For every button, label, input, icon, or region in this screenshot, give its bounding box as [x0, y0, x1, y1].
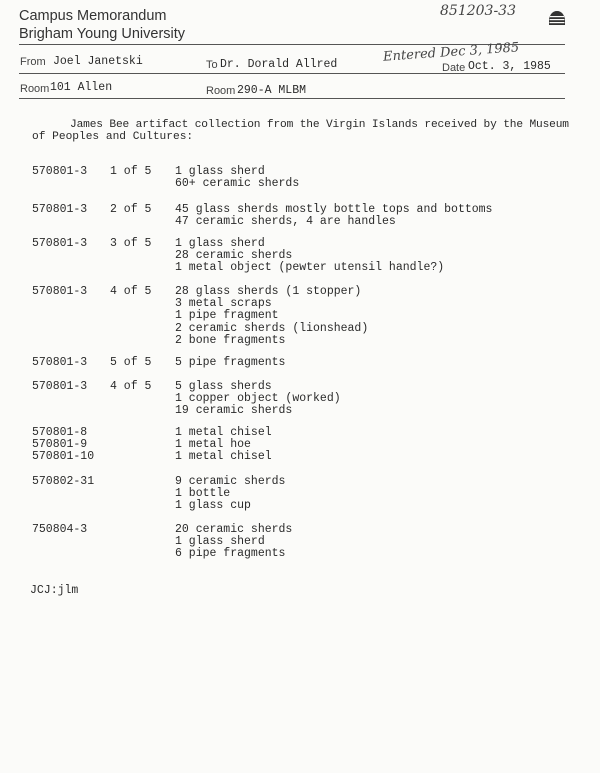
description-line: 1 glass sherd: [175, 535, 265, 549]
description-line: 1 copper object (worked): [175, 392, 341, 406]
description-line: 2 bone fragments: [175, 333, 286, 347]
room-to-value: 290-A MLBM: [237, 84, 307, 97]
artifact-description: [175, 524, 292, 561]
room-from-value: 101 Allen: [50, 81, 113, 94]
date-value: Oct. 3, 1985: [468, 60, 551, 73]
catalog-number: 570801-3: [32, 237, 88, 250]
part-number: 2 of 5: [110, 203, 152, 216]
catalog-number: 570801-10: [32, 450, 95, 464]
catalog-number: 570801-9: [32, 438, 88, 452]
description-line: 2 ceramic sherds (lionshead): [175, 321, 369, 335]
description-line: 45 glass sherds mostly bottle tops and bottoms: [175, 203, 493, 216]
description-line: 1 metal object (pewter utensil handle?): [175, 261, 445, 275]
handwritten-entered-note: Entered Dec 3, 1985: [382, 40, 520, 65]
part-number: 5 of 5: [110, 356, 152, 369]
part-number: 3 of 5: [110, 237, 152, 250]
catalog-number-column: [32, 238, 87, 250]
description-line: 1 metal chisel: [175, 426, 272, 439]
catalog-number: 570801-3: [32, 356, 88, 369]
description-line: 1 pipe fragment: [175, 309, 279, 323]
description-line: 1 metal chisel: [175, 450, 272, 464]
artifact-description: [175, 286, 368, 347]
artifact-description: [175, 427, 272, 464]
date-label: Date: [442, 62, 466, 74]
catalog-number: 570801-3: [32, 380, 88, 393]
byu-logo-icon: [548, 10, 566, 26]
description-line: 1 glass sherd: [175, 237, 265, 250]
from-label: From: [20, 56, 46, 68]
part-number: 4 of 5: [110, 380, 152, 393]
description-line: 3 metal scraps: [175, 297, 272, 311]
description-line: 28 ceramic sherds: [175, 249, 293, 263]
catalog-number-column: [32, 204, 87, 216]
catalog-number-column: [32, 166, 87, 178]
description-line: 5 pipe fragments: [175, 356, 286, 369]
memo-title: Campus Memorandum: [19, 8, 167, 24]
room-to-label: Room: [206, 85, 236, 97]
to-value: Dr. Dorald Allred: [220, 58, 338, 71]
intro-line-2: of Peoples and Cultures:: [32, 131, 194, 143]
institution-name: Brigham Young University: [19, 26, 186, 42]
from-value: Joel Janetski: [53, 55, 143, 68]
catalog-number-column: [32, 427, 94, 464]
handwritten-catalog-number: 851203-33: [440, 3, 516, 19]
description-line: 9 ceramic sherds: [175, 475, 286, 488]
catalog-number-column: [32, 524, 87, 536]
description-line: 6 pipe fragments: [175, 547, 286, 561]
artifact-description: [175, 238, 444, 275]
catalog-number: 570802-31: [32, 475, 95, 488]
artifact-description: [175, 381, 341, 418]
description-line: 60+ ceramic sherds: [175, 177, 300, 191]
artifact-description: [175, 476, 285, 513]
artifact-description: [175, 357, 285, 369]
catalog-number: 570801-3: [32, 203, 88, 216]
catalog-number-column: [32, 357, 87, 369]
description-line: 1 glass cup: [175, 499, 251, 513]
description-line: 47 ceramic sherds, 4 are handles: [175, 215, 396, 229]
part-number: 4 of 5: [110, 285, 152, 298]
typist-initials: JCJ:jlm: [30, 584, 79, 597]
header-rule-bottom: [19, 98, 565, 99]
description-line: 1 metal hoe: [175, 438, 251, 452]
intro-line-1: James Bee artifact collection from the Virgin Islands received by the Museum: [70, 119, 569, 131]
catalog-number-column: [32, 286, 87, 298]
artifact-description: [175, 204, 492, 228]
header-rule-mid: [19, 73, 565, 74]
description-line: 1 glass sherd: [175, 165, 265, 178]
description-line: 1 bottle: [175, 487, 231, 501]
catalog-number: 570801-3: [32, 285, 88, 298]
description-line: 5 glass sherds: [175, 380, 272, 393]
catalog-number: 750804-3: [32, 523, 88, 536]
description-line: 19 ceramic sherds: [175, 404, 293, 418]
catalog-number-column: [32, 381, 87, 393]
catalog-number: 570801-3: [32, 165, 88, 178]
to-label: To: [206, 59, 218, 71]
part-number: 1 of 5: [110, 165, 152, 178]
artifact-description: [175, 166, 299, 190]
room-from-label: Room: [20, 83, 50, 95]
catalog-number-column: [32, 476, 94, 488]
description-line: 28 glass sherds (1 stopper): [175, 285, 362, 298]
description-line: 20 ceramic sherds: [175, 523, 293, 536]
catalog-number: 570801-8: [32, 426, 88, 439]
